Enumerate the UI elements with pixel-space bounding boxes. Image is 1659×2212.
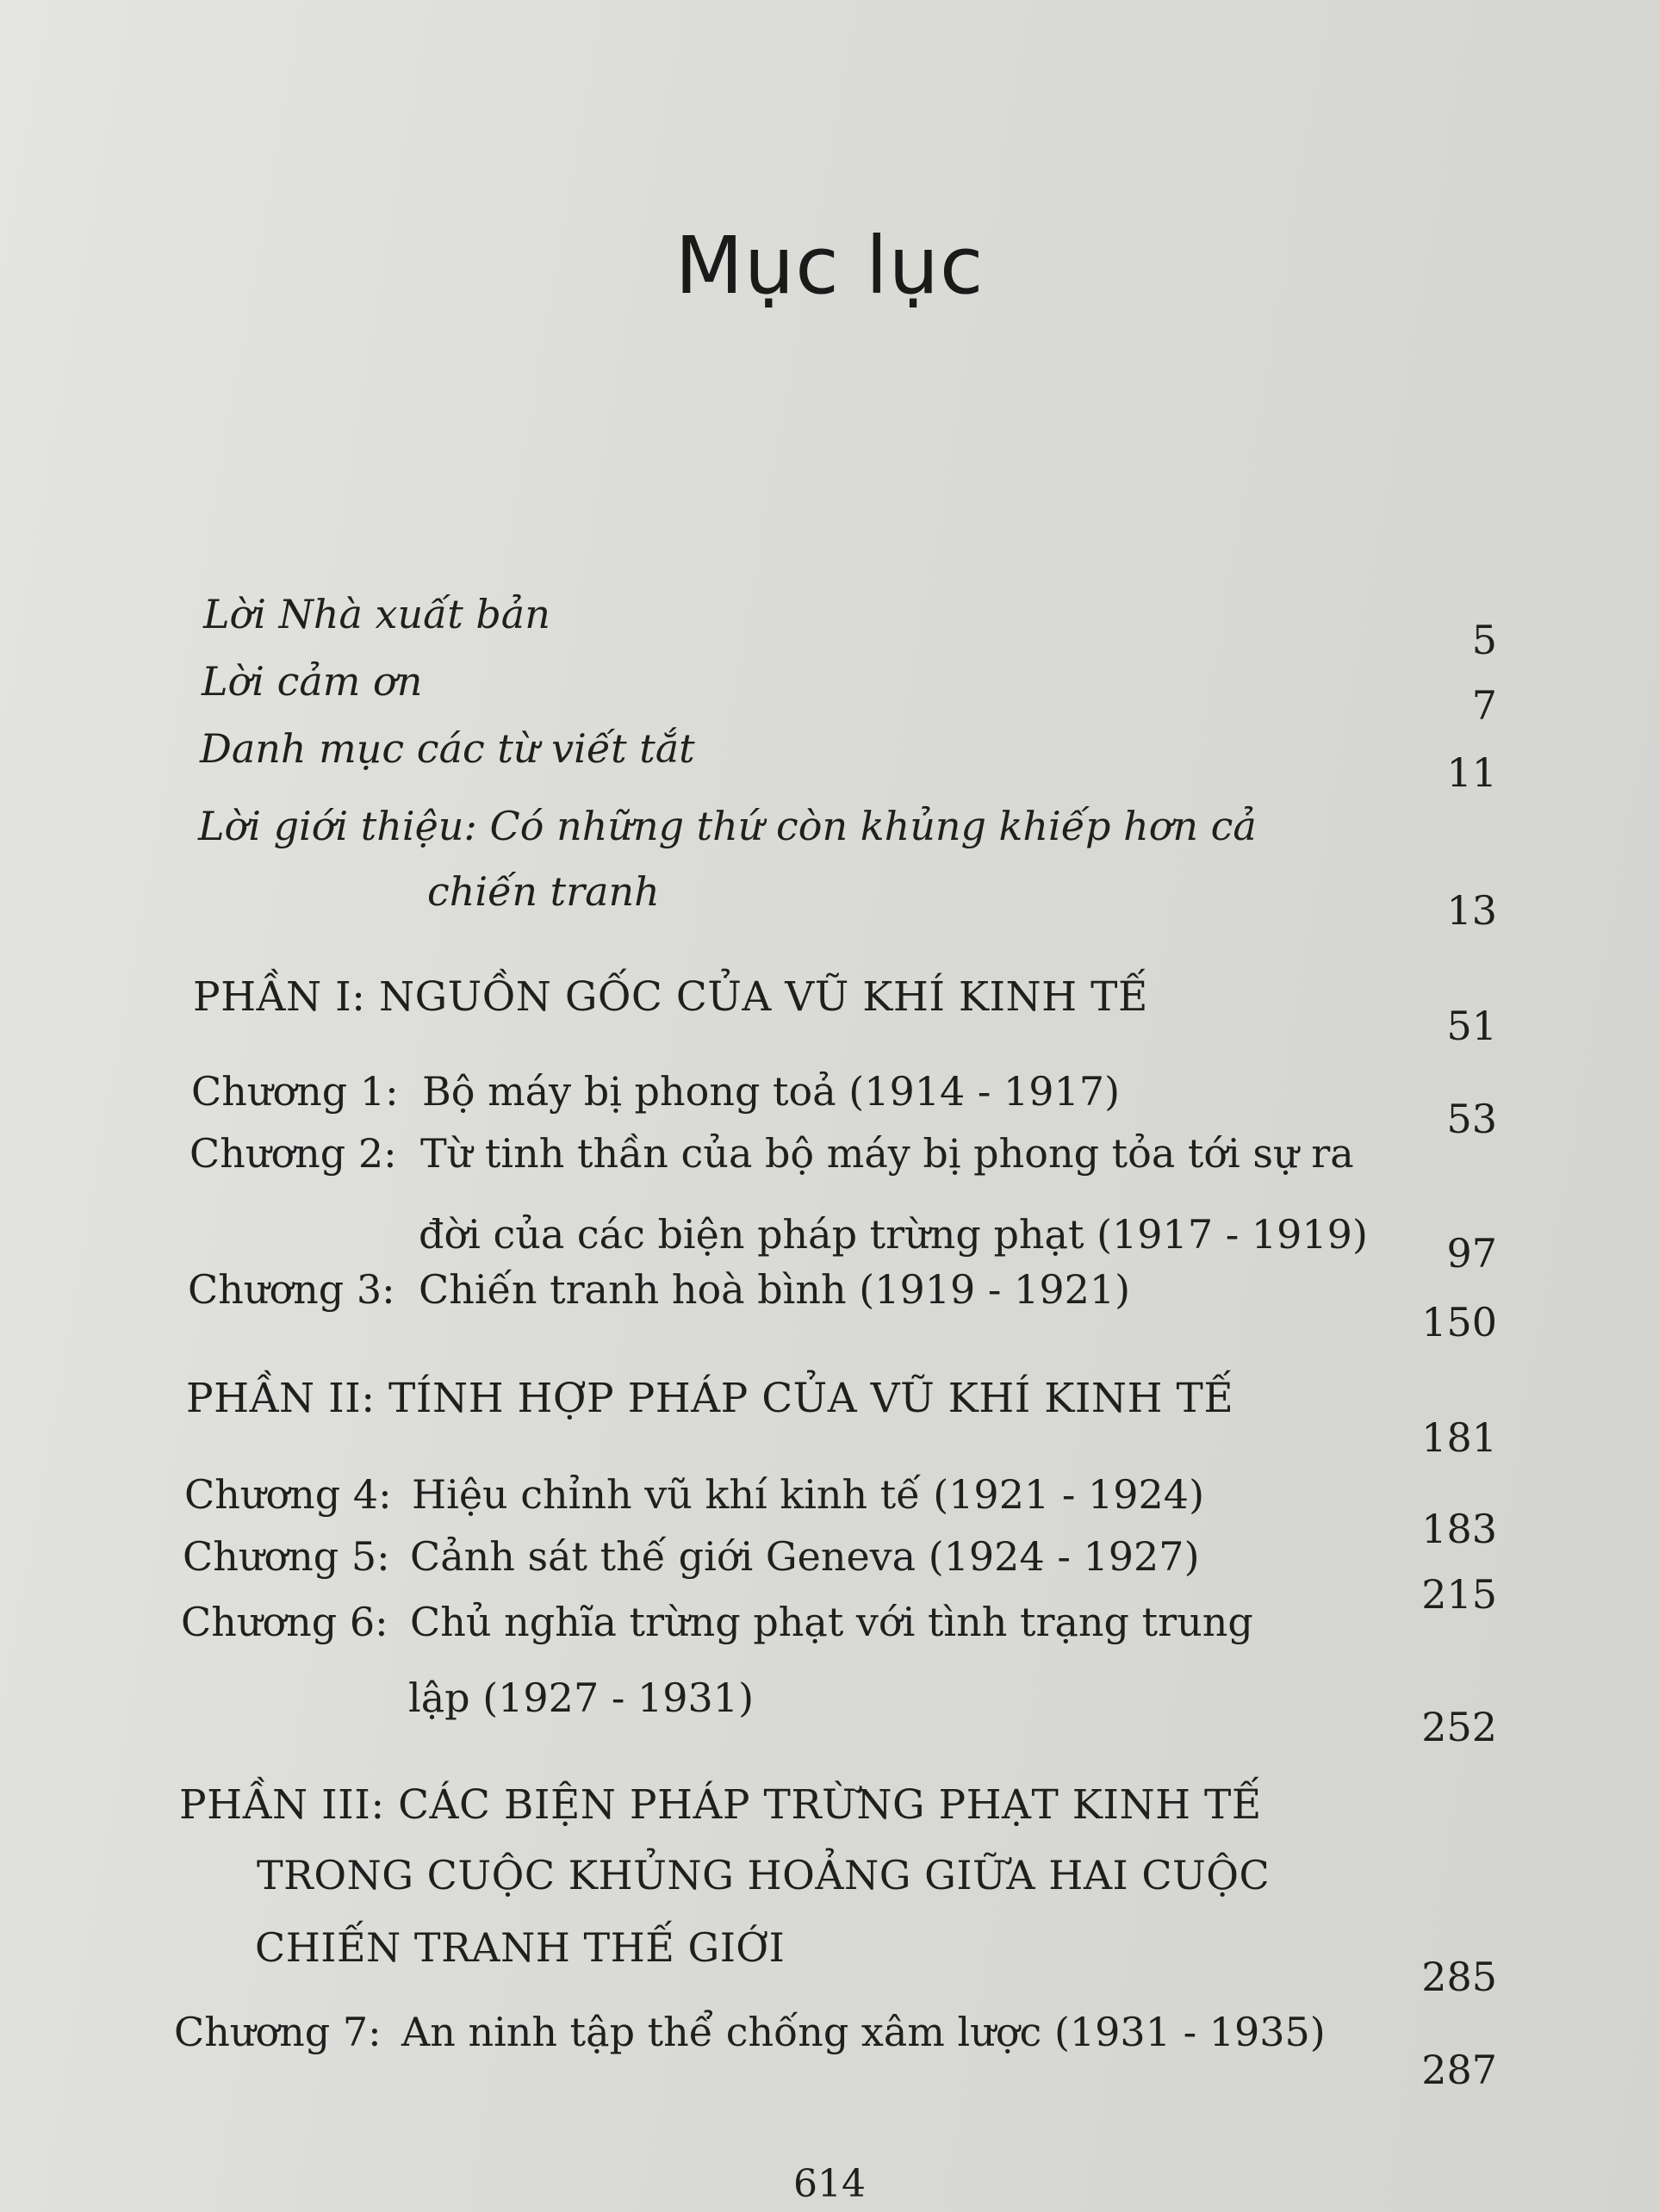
toc-part-label-continuation: TRONG CUỘC KHỦNG HOẢNG GIỮA HAI CUỘC bbox=[257, 1852, 1271, 1898]
toc-chapter-prefix: Chương 5: bbox=[183, 1533, 390, 1580]
page-number: 614 bbox=[793, 2162, 866, 2206]
toc-chapter-prefix: Chương 3: bbox=[188, 1266, 395, 1313]
toc-chapter-title: Chiến tranh hoà bình (1919 - 1921) bbox=[419, 1266, 1131, 1313]
toc-chapter-prefix: Chương 1: bbox=[191, 1068, 399, 1115]
toc-chapter-title-continuation: đời của các biện pháp trừng phạt (1917 - 1919) bbox=[419, 1211, 1368, 1258]
toc-chapter-title: An ninh tập thể chống xâm lược (1931 - 1935) bbox=[401, 2009, 1326, 2055]
toc-chapter-title-continuation: lập (1927 - 1931) bbox=[408, 1675, 755, 1721]
toc-chapter-title: Cảnh sát thế giới Geneva (1924 - 1927) bbox=[410, 1533, 1200, 1580]
toc-entry-label: Lời cảm ơn bbox=[202, 658, 423, 705]
toc-chapter-prefix: Chương 2: bbox=[190, 1130, 397, 1177]
table-of-contents: Lời Nhà xuất bản 5 Lời cảm ơn 7 Danh mục các từ viết tắt 11 Lời giới thiệu: Có những thứ còn khủng khiếp hơn cả chiến tranh 13 PHẦN I: NGUỒN GỐC CỦA VŨ KHÍ KINH TẾ 51 Chương 1: Bộ máy bị phong toả (1914 - 1917) 53 Chương 2: Từ tinh thần của bộ máy bị phong tỏa tới sự ra đời của các biện pháp trừng phạt (1917 - 1919) 97 Chương 3: Chiến tranh hoà bình (1919 - 1921) 150 PHẦN II: TÍNH HỢP PHÁP CỦA VŨ KHÍ KINH TẾ 181 Chương 4: Hiệu chỉnh vũ khí kinh tế (1921 - 1924) 183 Chương 5: Cảnh sát thế giới Geneva (1924 - 1927) 215 Chương 6: Chủ nghĩa trừng phạt với tình trạng trung lập (1927 - 1931) 252 PHẦN III: CÁC BIỆN PHÁP TRỪNG PHẠT KINH TẾ TRONG CUỘC KHỦNG HOẢNG GIỮA HAI CUỘC CHIẾN TRANH THẾ GIỚI 285 Chương 7: An ninh tập thể chống xâm lược (1931 - 1935) 287 bbox=[174, 591, 1497, 2093]
toc-chapter-title: Hiệu chỉnh vũ khí kinh tế (1921 - 1924) bbox=[412, 1471, 1205, 1518]
page-title: Mục lục bbox=[674, 220, 985, 312]
toc-part-label: PHẦN III: CÁC BIỆN PHÁP TRỪNG PHẠT KINH TẾ bbox=[179, 1781, 1262, 1829]
toc-entry-label: Lời giới thiệu: Có những thứ còn khủng khiếp hơn cả bbox=[198, 803, 1257, 849]
toc-part-label: PHẦN II: TÍNH HỢP PHÁP CỦA VŨ KHÍ KINH TẾ bbox=[186, 1375, 1234, 1422]
toc-entry-label: Lời Nhà xuất bản bbox=[203, 591, 550, 637]
toc-entry-label: Danh mục các từ viết tắt bbox=[200, 725, 695, 772]
toc-chapter-title: Chủ nghĩa trừng phạt với tình trạng trung bbox=[410, 1599, 1253, 1645]
toc-entry-label-continuation: chiến tranh bbox=[427, 868, 660, 915]
toc-chapter-prefix: Chương 7: bbox=[174, 2009, 382, 2055]
toc-chapter-title: Từ tinh thần của bộ máy bị phong tỏa tới sự ra bbox=[420, 1130, 1354, 1177]
toc-chapter-title: Bộ máy bị phong toả (1914 - 1917) bbox=[422, 1068, 1121, 1115]
toc-part-label-continuation: CHIẾN TRANH THẾ GIỚI bbox=[255, 1924, 786, 1971]
toc-chapter-prefix: Chương 4: bbox=[184, 1471, 392, 1518]
toc-part-label: PHẦN I: NGUỒN GỐC CỦA VŨ KHÍ KINH TẾ bbox=[193, 973, 1148, 1021]
toc-chapter-prefix: Chương 6: bbox=[181, 1599, 388, 1645]
